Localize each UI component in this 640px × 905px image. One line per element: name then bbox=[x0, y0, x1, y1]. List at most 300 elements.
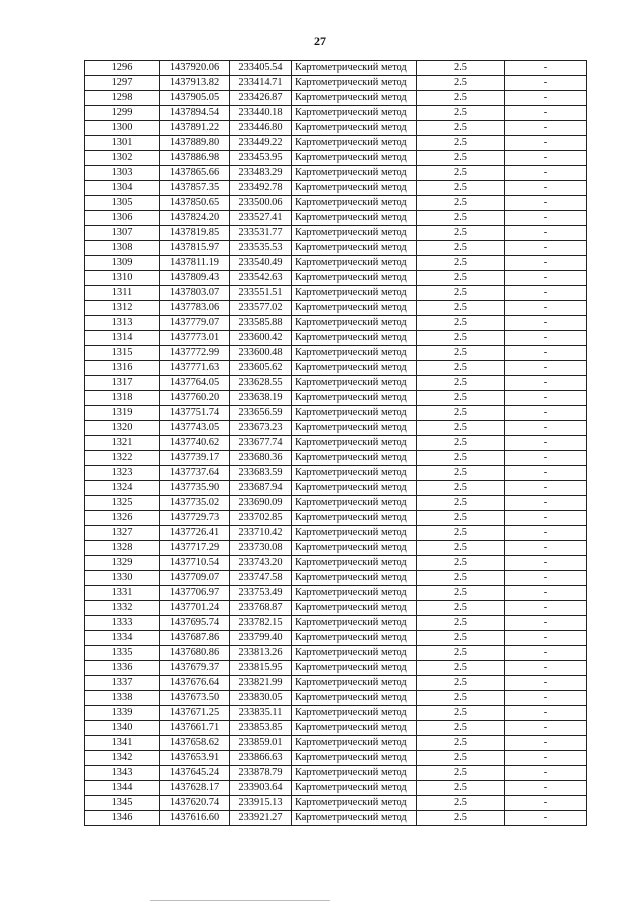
table-row bbox=[85, 706, 587, 721]
table-row bbox=[85, 271, 587, 286]
point-number-cell: 1327 bbox=[85, 526, 160, 541]
description-cell: - bbox=[505, 541, 587, 556]
x-coordinate-cell: 1437739.17 bbox=[160, 451, 230, 466]
x-coordinate-cell: 1437671.25 bbox=[160, 706, 230, 721]
x-coordinate-cell: 1437737.64 bbox=[160, 466, 230, 481]
point-number-cell: 1300 bbox=[85, 121, 160, 136]
point-number-cell: 1298 bbox=[85, 91, 160, 106]
y-coordinate-cell: 233440.18 bbox=[230, 106, 292, 121]
table-row bbox=[85, 421, 587, 436]
method-cell: Картометрический метод bbox=[292, 61, 417, 76]
x-coordinate-cell: 1437889.80 bbox=[160, 136, 230, 151]
point-number-cell: 1315 bbox=[85, 346, 160, 361]
point-number-cell: 1314 bbox=[85, 331, 160, 346]
x-coordinate-cell: 1437920.06 bbox=[160, 61, 230, 76]
accuracy-cell: 2.5 bbox=[417, 331, 505, 346]
accuracy-cell: 2.5 bbox=[417, 121, 505, 136]
table-row bbox=[85, 781, 587, 796]
description-cell: - bbox=[505, 736, 587, 751]
table-row bbox=[85, 496, 587, 511]
table-row bbox=[85, 106, 587, 121]
y-coordinate-cell: 233540.49 bbox=[230, 256, 292, 271]
table-row bbox=[85, 661, 587, 676]
accuracy-cell: 2.5 bbox=[417, 796, 505, 811]
y-coordinate-cell: 233500.06 bbox=[230, 196, 292, 211]
accuracy-cell: 2.5 bbox=[417, 646, 505, 661]
point-number-cell: 1343 bbox=[85, 766, 160, 781]
point-number-cell: 1328 bbox=[85, 541, 160, 556]
table-row bbox=[85, 556, 587, 571]
description-cell: - bbox=[505, 631, 587, 646]
description-cell: - bbox=[505, 616, 587, 631]
point-number-cell: 1320 bbox=[85, 421, 160, 436]
table-row bbox=[85, 721, 587, 736]
x-coordinate-cell: 1437726.41 bbox=[160, 526, 230, 541]
method-cell: Картометрический метод bbox=[292, 631, 417, 646]
accuracy-cell: 2.5 bbox=[417, 76, 505, 91]
y-coordinate-cell: 233866.63 bbox=[230, 751, 292, 766]
x-coordinate-cell: 1437779.07 bbox=[160, 316, 230, 331]
table-row bbox=[85, 256, 587, 271]
coordinates-table bbox=[84, 60, 587, 826]
accuracy-cell: 2.5 bbox=[417, 376, 505, 391]
table-row bbox=[85, 346, 587, 361]
accuracy-cell: 2.5 bbox=[417, 811, 505, 826]
table-row bbox=[85, 211, 587, 226]
description-cell: - bbox=[505, 796, 587, 811]
point-number-cell: 1312 bbox=[85, 301, 160, 316]
table-row bbox=[85, 166, 587, 181]
table-row bbox=[85, 646, 587, 661]
table-row bbox=[85, 631, 587, 646]
accuracy-cell: 2.5 bbox=[417, 421, 505, 436]
accuracy-cell: 2.5 bbox=[417, 721, 505, 736]
table-row bbox=[85, 76, 587, 91]
accuracy-cell: 2.5 bbox=[417, 766, 505, 781]
point-number-cell: 1301 bbox=[85, 136, 160, 151]
table-row bbox=[85, 316, 587, 331]
x-coordinate-cell: 1437616.60 bbox=[160, 811, 230, 826]
x-coordinate-cell: 1437740.62 bbox=[160, 436, 230, 451]
accuracy-cell: 2.5 bbox=[417, 481, 505, 496]
method-cell: Картометрический метод bbox=[292, 466, 417, 481]
description-cell: - bbox=[505, 676, 587, 691]
x-coordinate-cell: 1437764.05 bbox=[160, 376, 230, 391]
y-coordinate-cell: 233449.22 bbox=[230, 136, 292, 151]
accuracy-cell: 2.5 bbox=[417, 271, 505, 286]
method-cell: Картометрический метод bbox=[292, 391, 417, 406]
description-cell: - bbox=[505, 721, 587, 736]
y-coordinate-cell: 233531.77 bbox=[230, 226, 292, 241]
table-row bbox=[85, 436, 587, 451]
x-coordinate-cell: 1437706.97 bbox=[160, 586, 230, 601]
x-coordinate-cell: 1437771.63 bbox=[160, 361, 230, 376]
y-coordinate-cell: 233835.11 bbox=[230, 706, 292, 721]
table-row bbox=[85, 676, 587, 691]
coordinates-table-body bbox=[85, 61, 587, 826]
point-number-cell: 1323 bbox=[85, 466, 160, 481]
method-cell: Картометрический метод bbox=[292, 676, 417, 691]
accuracy-cell: 2.5 bbox=[417, 406, 505, 421]
table-row bbox=[85, 526, 587, 541]
table-row bbox=[85, 301, 587, 316]
table-row bbox=[85, 616, 587, 631]
y-coordinate-cell: 233535.53 bbox=[230, 241, 292, 256]
description-cell: - bbox=[505, 241, 587, 256]
accuracy-cell: 2.5 bbox=[417, 586, 505, 601]
table-row bbox=[85, 286, 587, 301]
point-number-cell: 1321 bbox=[85, 436, 160, 451]
x-coordinate-cell: 1437701.24 bbox=[160, 601, 230, 616]
point-number-cell: 1305 bbox=[85, 196, 160, 211]
description-cell: - bbox=[505, 511, 587, 526]
accuracy-cell: 2.5 bbox=[417, 526, 505, 541]
description-cell: - bbox=[505, 61, 587, 76]
x-coordinate-cell: 1437772.99 bbox=[160, 346, 230, 361]
y-coordinate-cell: 233915.13 bbox=[230, 796, 292, 811]
table-row bbox=[85, 331, 587, 346]
table-row bbox=[85, 91, 587, 106]
method-cell: Картометрический метод bbox=[292, 481, 417, 496]
description-cell: - bbox=[505, 706, 587, 721]
y-coordinate-cell: 233405.54 bbox=[230, 61, 292, 76]
accuracy-cell: 2.5 bbox=[417, 601, 505, 616]
x-coordinate-cell: 1437850.65 bbox=[160, 196, 230, 211]
description-cell: - bbox=[505, 691, 587, 706]
y-coordinate-cell: 233426.87 bbox=[230, 91, 292, 106]
point-number-cell: 1329 bbox=[85, 556, 160, 571]
y-coordinate-cell: 233815.95 bbox=[230, 661, 292, 676]
point-number-cell: 1303 bbox=[85, 166, 160, 181]
description-cell: - bbox=[505, 256, 587, 271]
y-coordinate-cell: 233782.15 bbox=[230, 616, 292, 631]
accuracy-cell: 2.5 bbox=[417, 361, 505, 376]
x-coordinate-cell: 1437743.05 bbox=[160, 421, 230, 436]
x-coordinate-cell: 1437894.54 bbox=[160, 106, 230, 121]
x-coordinate-cell: 1437824.20 bbox=[160, 211, 230, 226]
point-number-cell: 1346 bbox=[85, 811, 160, 826]
description-cell: - bbox=[505, 361, 587, 376]
description-cell: - bbox=[505, 436, 587, 451]
y-coordinate-cell: 233492.78 bbox=[230, 181, 292, 196]
table-row bbox=[85, 61, 587, 76]
method-cell: Картометрический метод bbox=[292, 106, 417, 121]
accuracy-cell: 2.5 bbox=[417, 256, 505, 271]
table-row bbox=[85, 391, 587, 406]
point-number-cell: 1335 bbox=[85, 646, 160, 661]
accuracy-cell: 2.5 bbox=[417, 106, 505, 121]
table-row bbox=[85, 361, 587, 376]
y-coordinate-cell: 233414.71 bbox=[230, 76, 292, 91]
x-coordinate-cell: 1437811.19 bbox=[160, 256, 230, 271]
method-cell: Картометрический метод bbox=[292, 331, 417, 346]
method-cell: Картометрический метод bbox=[292, 316, 417, 331]
point-number-cell: 1330 bbox=[85, 571, 160, 586]
x-coordinate-cell: 1437891.22 bbox=[160, 121, 230, 136]
table-row bbox=[85, 196, 587, 211]
accuracy-cell: 2.5 bbox=[417, 676, 505, 691]
point-number-cell: 1318 bbox=[85, 391, 160, 406]
method-cell: Картометрический метод bbox=[292, 751, 417, 766]
description-cell: - bbox=[505, 181, 587, 196]
accuracy-cell: 2.5 bbox=[417, 781, 505, 796]
page-number: 27 bbox=[314, 34, 326, 48]
point-number-cell: 1344 bbox=[85, 781, 160, 796]
x-coordinate-cell: 1437717.29 bbox=[160, 541, 230, 556]
x-coordinate-cell: 1437661.71 bbox=[160, 721, 230, 736]
table-row bbox=[85, 451, 587, 466]
x-coordinate-cell: 1437680.86 bbox=[160, 646, 230, 661]
x-coordinate-cell: 1437865.66 bbox=[160, 166, 230, 181]
method-cell: Картометрический метод bbox=[292, 286, 417, 301]
point-number-cell: 1308 bbox=[85, 241, 160, 256]
point-number-cell: 1319 bbox=[85, 406, 160, 421]
scan-edge-line bbox=[150, 900, 330, 901]
accuracy-cell: 2.5 bbox=[417, 496, 505, 511]
point-number-cell: 1306 bbox=[85, 211, 160, 226]
accuracy-cell: 2.5 bbox=[417, 706, 505, 721]
point-number-cell: 1313 bbox=[85, 316, 160, 331]
description-cell: - bbox=[505, 121, 587, 136]
description-cell: - bbox=[505, 496, 587, 511]
x-coordinate-cell: 1437653.91 bbox=[160, 751, 230, 766]
description-cell: - bbox=[505, 106, 587, 121]
description-cell: - bbox=[505, 586, 587, 601]
y-coordinate-cell: 233690.09 bbox=[230, 496, 292, 511]
description-cell: - bbox=[505, 196, 587, 211]
method-cell: Картометрический метод bbox=[292, 541, 417, 556]
method-cell: Картометрический метод bbox=[292, 211, 417, 226]
y-coordinate-cell: 233747.58 bbox=[230, 571, 292, 586]
y-coordinate-cell: 233768.87 bbox=[230, 601, 292, 616]
point-number-cell: 1304 bbox=[85, 181, 160, 196]
x-coordinate-cell: 1437658.62 bbox=[160, 736, 230, 751]
x-coordinate-cell: 1437673.50 bbox=[160, 691, 230, 706]
accuracy-cell: 2.5 bbox=[417, 346, 505, 361]
description-cell: - bbox=[505, 481, 587, 496]
point-number-cell: 1340 bbox=[85, 721, 160, 736]
accuracy-cell: 2.5 bbox=[417, 661, 505, 676]
accuracy-cell: 2.5 bbox=[417, 631, 505, 646]
y-coordinate-cell: 233628.55 bbox=[230, 376, 292, 391]
description-cell: - bbox=[505, 601, 587, 616]
description-cell: - bbox=[505, 391, 587, 406]
point-number-cell: 1339 bbox=[85, 706, 160, 721]
table-row bbox=[85, 241, 587, 256]
method-cell: Картометрический метод bbox=[292, 601, 417, 616]
table-row bbox=[85, 796, 587, 811]
x-coordinate-cell: 1437913.82 bbox=[160, 76, 230, 91]
table-row bbox=[85, 811, 587, 826]
y-coordinate-cell: 233656.59 bbox=[230, 406, 292, 421]
description-cell: - bbox=[505, 301, 587, 316]
method-cell: Картометрический метод bbox=[292, 511, 417, 526]
y-coordinate-cell: 233527.41 bbox=[230, 211, 292, 226]
x-coordinate-cell: 1437679.37 bbox=[160, 661, 230, 676]
y-coordinate-cell: 233446.80 bbox=[230, 121, 292, 136]
y-coordinate-cell: 233673.23 bbox=[230, 421, 292, 436]
y-coordinate-cell: 233453.95 bbox=[230, 151, 292, 166]
method-cell: Картометрический метод bbox=[292, 121, 417, 136]
point-number-cell: 1297 bbox=[85, 76, 160, 91]
x-coordinate-cell: 1437735.90 bbox=[160, 481, 230, 496]
x-coordinate-cell: 1437803.07 bbox=[160, 286, 230, 301]
accuracy-cell: 2.5 bbox=[417, 91, 505, 106]
description-cell: - bbox=[505, 811, 587, 826]
description-cell: - bbox=[505, 136, 587, 151]
y-coordinate-cell: 233921.27 bbox=[230, 811, 292, 826]
point-number-cell: 1338 bbox=[85, 691, 160, 706]
method-cell: Картометрический метод bbox=[292, 271, 417, 286]
x-coordinate-cell: 1437687.86 bbox=[160, 631, 230, 646]
method-cell: Картометрический метод bbox=[292, 736, 417, 751]
method-cell: Картометрический метод bbox=[292, 616, 417, 631]
x-coordinate-cell: 1437735.02 bbox=[160, 496, 230, 511]
description-cell: - bbox=[505, 556, 587, 571]
y-coordinate-cell: 233821.99 bbox=[230, 676, 292, 691]
method-cell: Картометрический метод bbox=[292, 721, 417, 736]
point-number-cell: 1334 bbox=[85, 631, 160, 646]
point-number-cell: 1342 bbox=[85, 751, 160, 766]
description-cell: - bbox=[505, 316, 587, 331]
x-coordinate-cell: 1437886.98 bbox=[160, 151, 230, 166]
table-row bbox=[85, 751, 587, 766]
y-coordinate-cell: 233830.05 bbox=[230, 691, 292, 706]
description-cell: - bbox=[505, 91, 587, 106]
table-row bbox=[85, 691, 587, 706]
accuracy-cell: 2.5 bbox=[417, 466, 505, 481]
table-row bbox=[85, 511, 587, 526]
method-cell: Картометрический метод bbox=[292, 436, 417, 451]
method-cell: Картометрический метод bbox=[292, 406, 417, 421]
table-row bbox=[85, 151, 587, 166]
y-coordinate-cell: 233702.85 bbox=[230, 511, 292, 526]
accuracy-cell: 2.5 bbox=[417, 196, 505, 211]
description-cell: - bbox=[505, 286, 587, 301]
y-coordinate-cell: 233853.85 bbox=[230, 721, 292, 736]
point-number-cell: 1345 bbox=[85, 796, 160, 811]
accuracy-cell: 2.5 bbox=[417, 571, 505, 586]
accuracy-cell: 2.5 bbox=[417, 616, 505, 631]
x-coordinate-cell: 1437760.20 bbox=[160, 391, 230, 406]
description-cell: - bbox=[505, 451, 587, 466]
accuracy-cell: 2.5 bbox=[417, 226, 505, 241]
point-number-cell: 1296 bbox=[85, 61, 160, 76]
description-cell: - bbox=[505, 376, 587, 391]
y-coordinate-cell: 233677.74 bbox=[230, 436, 292, 451]
point-number-cell: 1324 bbox=[85, 481, 160, 496]
x-coordinate-cell: 1437729.73 bbox=[160, 511, 230, 526]
description-cell: - bbox=[505, 781, 587, 796]
method-cell: Картометрический метод bbox=[292, 241, 417, 256]
accuracy-cell: 2.5 bbox=[417, 61, 505, 76]
method-cell: Картометрический метод bbox=[292, 91, 417, 106]
method-cell: Картометрический метод bbox=[292, 196, 417, 211]
method-cell: Картометрический метод bbox=[292, 811, 417, 826]
x-coordinate-cell: 1437695.74 bbox=[160, 616, 230, 631]
y-coordinate-cell: 233683.59 bbox=[230, 466, 292, 481]
table-row bbox=[85, 466, 587, 481]
method-cell: Картометрический метод bbox=[292, 346, 417, 361]
point-number-cell: 1309 bbox=[85, 256, 160, 271]
method-cell: Картометрический метод bbox=[292, 301, 417, 316]
accuracy-cell: 2.5 bbox=[417, 316, 505, 331]
method-cell: Картометрический метод bbox=[292, 706, 417, 721]
method-cell: Картометрический метод bbox=[292, 646, 417, 661]
coordinates-table-container bbox=[84, 60, 586, 826]
accuracy-cell: 2.5 bbox=[417, 151, 505, 166]
y-coordinate-cell: 233878.79 bbox=[230, 766, 292, 781]
method-cell: Картометрический метод bbox=[292, 766, 417, 781]
point-number-cell: 1322 bbox=[85, 451, 160, 466]
y-coordinate-cell: 233710.42 bbox=[230, 526, 292, 541]
x-coordinate-cell: 1437819.85 bbox=[160, 226, 230, 241]
point-number-cell: 1316 bbox=[85, 361, 160, 376]
table-row bbox=[85, 481, 587, 496]
description-cell: - bbox=[505, 271, 587, 286]
accuracy-cell: 2.5 bbox=[417, 301, 505, 316]
x-coordinate-cell: 1437628.17 bbox=[160, 781, 230, 796]
method-cell: Картометрический метод bbox=[292, 556, 417, 571]
point-number-cell: 1302 bbox=[85, 151, 160, 166]
y-coordinate-cell: 233687.94 bbox=[230, 481, 292, 496]
description-cell: - bbox=[505, 526, 587, 541]
method-cell: Картометрический метод bbox=[292, 571, 417, 586]
description-cell: - bbox=[505, 571, 587, 586]
y-coordinate-cell: 233813.26 bbox=[230, 646, 292, 661]
x-coordinate-cell: 1437645.24 bbox=[160, 766, 230, 781]
method-cell: Картометрический метод bbox=[292, 256, 417, 271]
accuracy-cell: 2.5 bbox=[417, 436, 505, 451]
accuracy-cell: 2.5 bbox=[417, 166, 505, 181]
description-cell: - bbox=[505, 646, 587, 661]
accuracy-cell: 2.5 bbox=[417, 211, 505, 226]
method-cell: Картометрический метод bbox=[292, 691, 417, 706]
method-cell: Картометрический метод bbox=[292, 136, 417, 151]
table-row bbox=[85, 406, 587, 421]
x-coordinate-cell: 1437751.74 bbox=[160, 406, 230, 421]
y-coordinate-cell: 233859.01 bbox=[230, 736, 292, 751]
accuracy-cell: 2.5 bbox=[417, 691, 505, 706]
y-coordinate-cell: 233903.64 bbox=[230, 781, 292, 796]
method-cell: Картометрический метод bbox=[292, 496, 417, 511]
description-cell: - bbox=[505, 226, 587, 241]
y-coordinate-cell: 233730.08 bbox=[230, 541, 292, 556]
description-cell: - bbox=[505, 466, 587, 481]
description-cell: - bbox=[505, 211, 587, 226]
method-cell: Картометрический метод bbox=[292, 376, 417, 391]
y-coordinate-cell: 233743.20 bbox=[230, 556, 292, 571]
method-cell: Картометрический метод bbox=[292, 151, 417, 166]
y-coordinate-cell: 233638.19 bbox=[230, 391, 292, 406]
accuracy-cell: 2.5 bbox=[417, 136, 505, 151]
table-row bbox=[85, 376, 587, 391]
description-cell: - bbox=[505, 751, 587, 766]
y-coordinate-cell: 233483.29 bbox=[230, 166, 292, 181]
description-cell: - bbox=[505, 166, 587, 181]
x-coordinate-cell: 1437905.05 bbox=[160, 91, 230, 106]
x-coordinate-cell: 1437815.97 bbox=[160, 241, 230, 256]
x-coordinate-cell: 1437676.64 bbox=[160, 676, 230, 691]
table-row bbox=[85, 541, 587, 556]
y-coordinate-cell: 233680.36 bbox=[230, 451, 292, 466]
x-coordinate-cell: 1437809.43 bbox=[160, 271, 230, 286]
method-cell: Картометрический метод bbox=[292, 796, 417, 811]
table-row bbox=[85, 226, 587, 241]
point-number-cell: 1337 bbox=[85, 676, 160, 691]
accuracy-cell: 2.5 bbox=[417, 181, 505, 196]
method-cell: Картометрический метод bbox=[292, 181, 417, 196]
